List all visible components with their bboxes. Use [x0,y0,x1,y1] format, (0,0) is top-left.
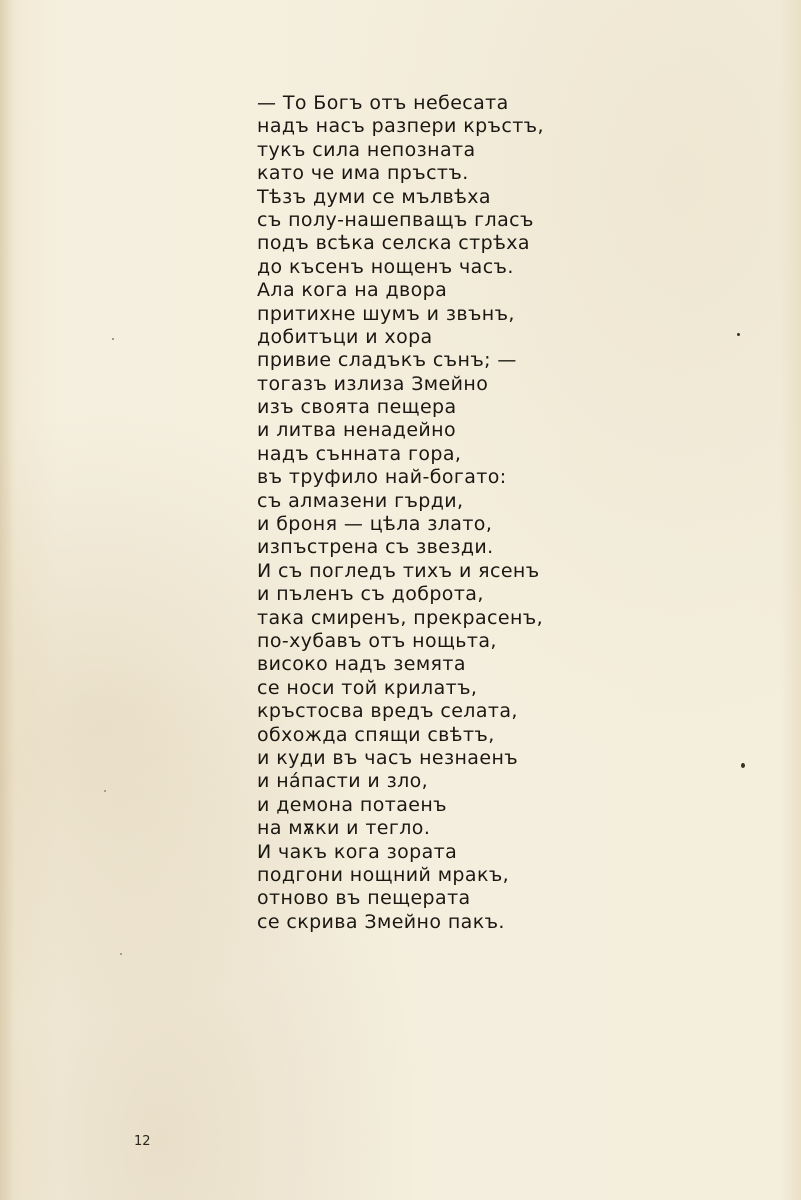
poem-line: и броня — цѣла злато, [257,513,493,536]
poem-line: и куди въ часъ незнаенъ [257,746,519,769]
paper-speck [741,763,745,768]
page-edge-shadow [0,0,14,1200]
poem-line: се носи той крилатъ, [257,676,478,699]
poem-line: и демона потаенъ [257,793,447,816]
paper-speck [120,953,122,955]
poem-line: като че има пръстъ. [257,162,469,185]
poem-line: по-хубавъ отъ нощьта, [257,629,497,652]
paper-speck [104,790,106,792]
poem-text [257,92,544,934]
poem-line: се скрива Змейно пакъ. [257,910,505,933]
poem-line: Тѣзъ думи се мълвѣха [257,185,491,208]
paper-speck [112,338,114,340]
paper-speck [737,333,740,336]
poem-line: кръстосва вредъ селата, [257,700,518,723]
poem-line: така смиренъ, прекрасенъ, [257,606,544,629]
poem-line: високо надъ земята [257,653,466,676]
poem-line: съ алмазени гърди, [257,489,464,512]
poem-line: тогазъ излиза Змейно [257,372,489,395]
poem-line: изпъстрена съ звезди. [257,536,494,559]
poem-line: надъ насъ разпери кръстъ, [257,115,544,138]
poem-line: надъ сънната гора, [257,442,462,465]
poem-line: и литва ненадейно [257,419,457,442]
poem-line: добитъци и хора [257,325,433,348]
poem-line: притихне шумъ и звънъ, [257,302,515,325]
poem-line: на мѫки и тегло. [257,817,431,840]
poem-line: въ труфило най-богато: [257,466,507,489]
poem-line: изъ своята пещера [257,396,457,419]
poem-line: и на́пасти и зло, [257,770,429,793]
poem-line: подгони нощний мракъ, [257,863,510,886]
poem-line: подъ всѣка селска стрѣха [257,232,530,255]
poem-line: Ала кога на двора [257,279,448,302]
poem-line: обхожда спящи свѣтъ, [257,723,495,746]
poem-line: отново въ пещерата [257,887,471,910]
poem-line: до късенъ нощенъ часъ. [257,255,514,278]
poem-line: И съ погледъ тихъ и ясенъ [257,559,540,582]
poem-line: — То Богъ отъ небесата [257,92,509,114]
poem-line: съ полу-нашепващъ гласъ [257,208,534,231]
page-number: 12 [134,1134,151,1149]
poem-line: привие сладъкъ сънъ; — [257,349,517,372]
poem-line: тукъ сила непозната [257,138,476,161]
poem-line: И чакъ кога зората [257,840,458,863]
poem-line: и пъленъ съ доброта, [257,583,484,606]
